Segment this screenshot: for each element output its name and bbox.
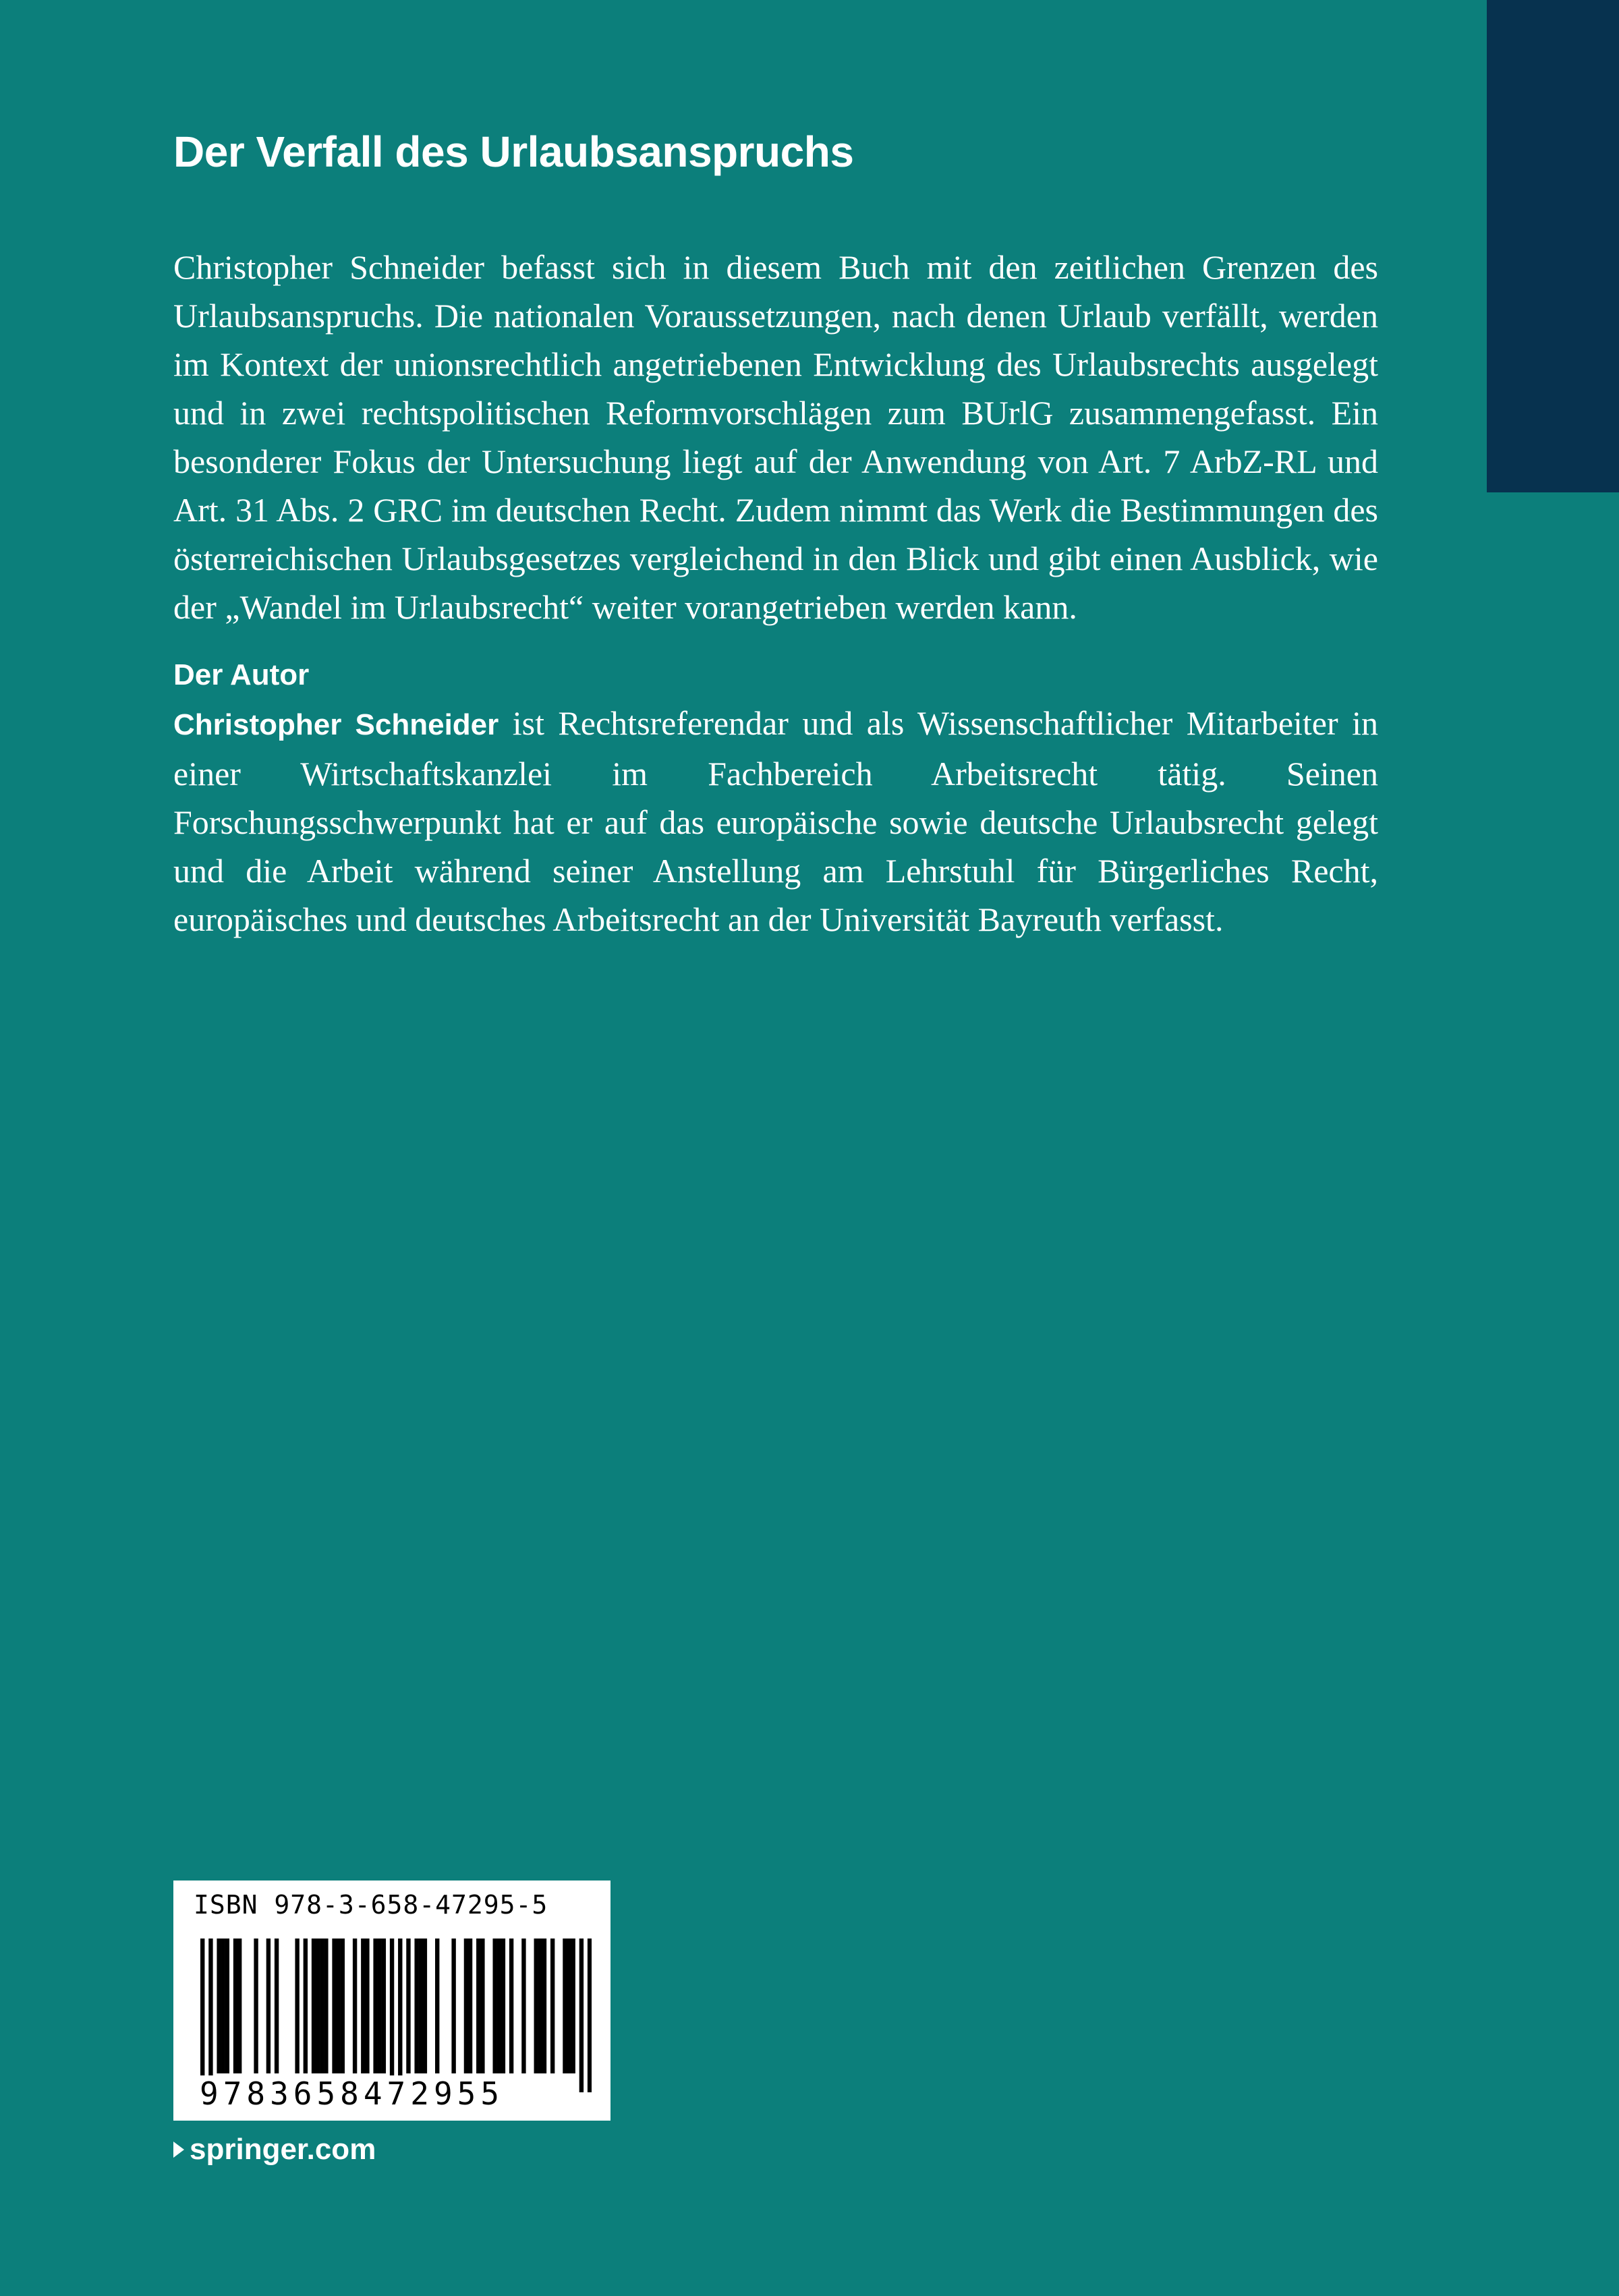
barcode-bar (378, 1939, 382, 2073)
barcode-bar (373, 1939, 377, 2073)
book-title: Der Verfall des Urlaubsanspruchs (173, 127, 854, 176)
triangle-arrow-icon (173, 2142, 184, 2158)
barcode-bar (332, 1939, 336, 2073)
barcode-bar (341, 1939, 345, 2073)
barcode-bar (353, 1939, 357, 2073)
barcode-bar (542, 1939, 546, 2073)
barcode-digits (198, 2075, 602, 2113)
barcode-bar (509, 1939, 513, 2073)
barcode-bar (208, 1939, 212, 2092)
barcode-bar (275, 1939, 279, 2073)
barcode-bar (464, 1939, 468, 2073)
publisher-link[interactable] (173, 2131, 376, 2168)
barcode-bar (435, 1939, 439, 2073)
barcode-bar (266, 1939, 271, 2073)
barcode-bar (225, 1939, 229, 2073)
barcode-bar (451, 1939, 455, 2073)
barcode-bar (382, 1939, 386, 2073)
barcode-bar (398, 1939, 402, 2092)
barcode-bar (423, 1939, 427, 2073)
barcode-bar (492, 1939, 496, 2073)
barcode-bar (579, 1939, 584, 2092)
barcode-bar (521, 1939, 526, 2073)
barcode-bar (336, 1939, 340, 2073)
barcode-bar (550, 1939, 555, 2073)
barcode-bar (563, 1939, 567, 2073)
barcode-bar (571, 1939, 575, 2073)
barcode-bar (320, 1939, 324, 2073)
barcode-bar (316, 1939, 320, 2073)
barcode-bar (312, 1939, 316, 2073)
barcode-bar (233, 1939, 237, 2073)
barcode-bar (419, 1939, 423, 2073)
barcode-bar (390, 1939, 394, 2092)
barcode-bar (406, 1939, 410, 2073)
author-bio-paragraph (173, 699, 1378, 944)
barcode-bar (567, 1939, 571, 2073)
barcode-bar (295, 1939, 299, 2073)
corner-color-block (1487, 0, 1619, 492)
author-heading: Der Autor (173, 658, 310, 691)
barcode-bar (538, 1939, 542, 2073)
barcode-bar (361, 1939, 365, 2073)
barcode-bar (237, 1939, 242, 2073)
barcode-bar (254, 1939, 258, 2073)
barcode-bar (468, 1939, 472, 2073)
author-name: Christopher Schneider (173, 708, 499, 741)
barcode-bar (476, 1939, 480, 2073)
publisher-url: springer.com (190, 2133, 376, 2166)
barcode-bar (304, 1939, 308, 2073)
barcode-bar (414, 1939, 418, 2073)
barcode-graphic (200, 1939, 592, 2092)
barcode-bar (588, 1939, 592, 2092)
isbn-barcode-box (173, 1881, 610, 2121)
barcode-digits-text: 9783658472955 (198, 2075, 506, 2112)
barcode-bar (324, 1939, 328, 2073)
barcode-bar (217, 1939, 221, 2073)
barcode-bar (365, 1939, 369, 2073)
author-bio: ist Rechtsreferendar und als Wissenschaftlicher Mitarbeiter in einer Wirtschaftskanzlei im Fachbereich Arbeitsrecht tätig. Seinen Forschungsschwerpunkt hat er auf das europäische sowie deutsche Urlaubsrecht gelegt und die Arbeit während seiner Anstellung am Lehrstuhl für Bürgerliches Recht, europäisches und deutsches Arbeitsrecht an der Universität Bayreuth verfasst. (173, 704, 1379, 938)
cover-text-content (173, 121, 1378, 944)
isbn-label: ISBN 978-3-658-47295-5 (194, 1890, 548, 1920)
book-description: Christopher Schneider befasst sich in diesem Buch mit den zeitlichen Grenzen des Urlaubsanspruchs. Die nationalen Voraussetzungen, nach denen Urlaub verfällt, werden im Kontext der unionsrechtlich angetriebenen Entwicklung des Urlaubsrechts ausgelegt und in zwei rechtspolitischen Reformvorschlägen zum BUrlG zusammengefasst. Ein besonderer Fokus der Untersuchung liegt auf der Anwendung von Art. 7 ArbZ-RL und Art. 31 Abs. 2 GRC im deutschen Recht. Zudem nimmt das Werk die Bestimmungen des österreichischen Urlaubsgesetzes vergleichend in den Blick und gibt einen Ausblick, wie der „Wandel im Urlaubsrecht“ weiter vorangetrieben werden kann. (173, 248, 1378, 626)
barcode-bar (534, 1939, 538, 2073)
barcode-bar (480, 1939, 484, 2073)
barcode-bar (221, 1939, 225, 2073)
barcode-bar (501, 1939, 505, 2073)
barcode-bar (200, 1939, 204, 2092)
barcode-bar (497, 1939, 501, 2073)
